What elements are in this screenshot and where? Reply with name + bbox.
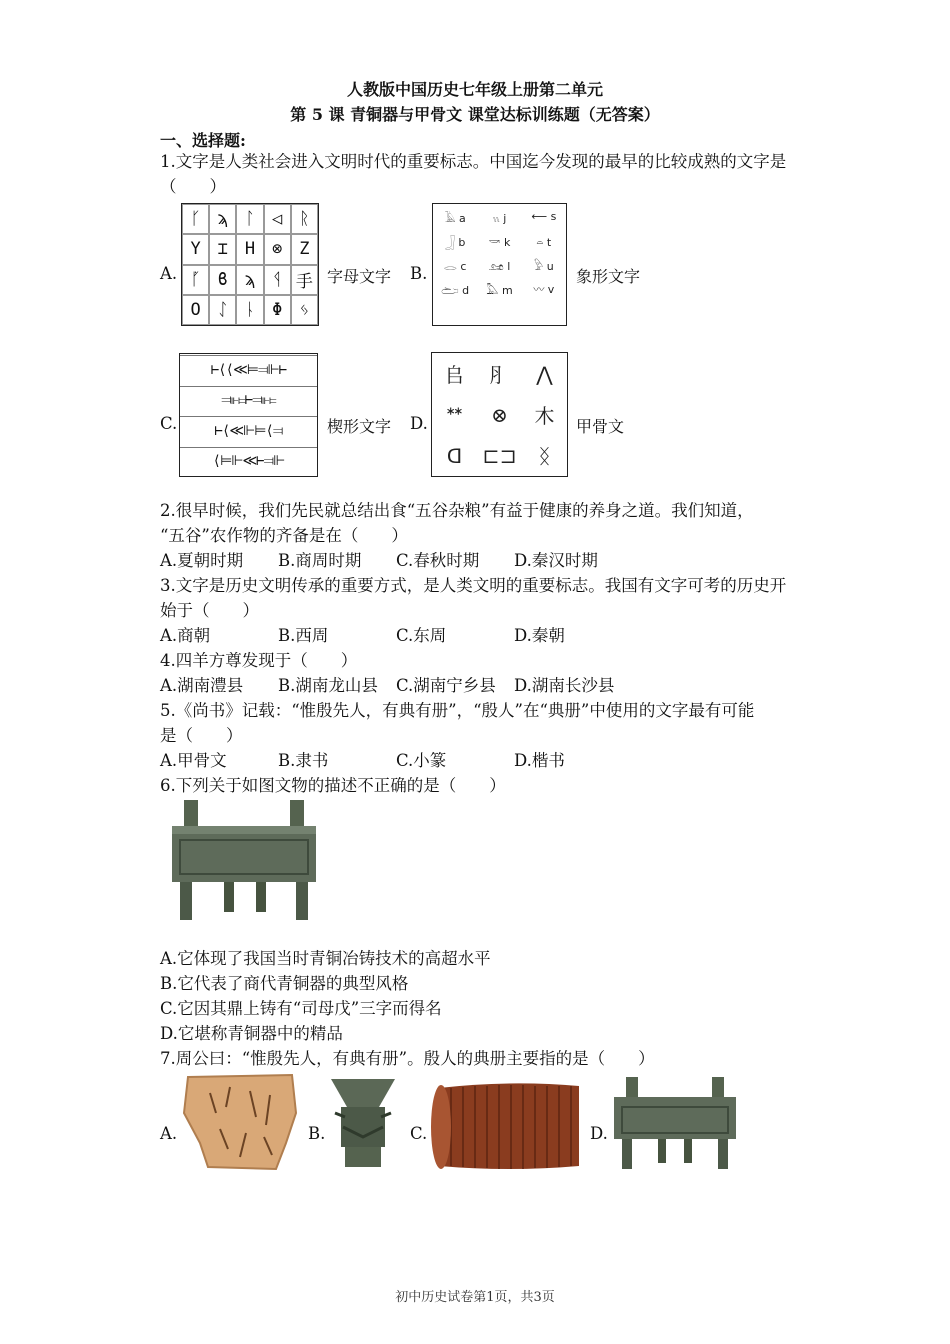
- q1-option-b-letter: B.: [410, 264, 428, 283]
- q3-option-a: A.商朝: [160, 626, 211, 645]
- q3-stem-line1: 3.文字是历史文明传承的重要方式，是人类文明的重要标志。我国有文字可考的历史开: [160, 576, 787, 595]
- q2-option-a: A.夏朝时期: [160, 551, 244, 570]
- q7-option-a-letter: A.: [160, 1124, 178, 1143]
- title-line-2: 第 5 课 青铜器与甲骨文 课堂达标训练题（无答案）: [290, 105, 660, 124]
- q5-stem-line1: 5.《尚书》记载：“惟殷先人，有典有册”，“殷人”在“典册”中使用的文字最有可能: [160, 701, 755, 720]
- q5-option-c: C.小篆: [396, 751, 447, 770]
- bamboo-slips-image: [429, 1080, 581, 1172]
- oracle-bone-image: [180, 1073, 300, 1171]
- bronze-ding-image: [166, 800, 322, 924]
- q1-option-a-label: 字母文字: [327, 267, 392, 286]
- q6-option-d: D.它堪称青铜器中的精品: [160, 1024, 343, 1043]
- q4-option-b: B.湖南龙山县: [278, 676, 378, 695]
- section-heading: 一、选择题:: [160, 131, 246, 150]
- simuwu-ding-image: [610, 1077, 740, 1169]
- title-line-1: 人教版中国历史七年级上册第二单元: [346, 80, 603, 99]
- q7-stem: 7.周公曰：“惟殷先人，有典有册”。殷人的典册主要指的是（ ）: [160, 1049, 655, 1068]
- page-footer: 初中历史试卷第1页，共3页: [395, 1290, 555, 1305]
- q5-stem-line2: 是（ ）: [160, 726, 243, 745]
- q3-option-b: B.西周: [278, 626, 329, 645]
- alphabet-script-image: ᚴ ϡ ᛚ ◁ ᚱ Y ⌶ H ⊗ Z ᚵ ϐ ϡ ᛩ 手 O ᛇ ᚿ Φ ᛃ: [181, 203, 319, 326]
- q3-option-d: D.秦朝: [514, 626, 565, 645]
- q6-option-b: B.它代表了商代青铜器的典型风格: [160, 974, 409, 993]
- q2-stem-line2: “五谷”农作物的齐备是在（ ）: [160, 526, 408, 545]
- q2-stem-line1: 2.很早时候，我们先民就总结出食“五谷杂粮”有益于健康的养身之道。我们知道，: [160, 501, 754, 520]
- q1-stem-line1: 1.文字是人类社会进入文明时代的重要标志。中国迄今发现的最早的比较成熟的文字是: [160, 152, 787, 171]
- q7-option-d-letter: D.: [590, 1124, 608, 1143]
- q5-option-b: B.隶书: [278, 751, 329, 770]
- q5-option-a: A.甲骨文: [160, 751, 227, 770]
- q4-option-d: D.湖南长沙县: [514, 676, 615, 695]
- cuneiform-script-image: ⊢⟨⟨≪⊨⫤⊩⊢ ⫤⊩⊨⊢⫤⊩⊨ ⊢⟨≪⊩⊨⟨⫤ ⟨⊨⊩≪⊢⫤⊩: [179, 353, 318, 477]
- q6-option-a: A.它体现了我国当时青铜冶铸技术的高超水平: [160, 949, 491, 968]
- q2-option-c: C.春秋时期: [396, 551, 480, 570]
- q4-option-c: C.湖南宁乡县: [396, 676, 496, 695]
- q1-option-d-letter: D.: [410, 414, 428, 433]
- q1-option-c-letter: C.: [160, 414, 178, 433]
- hieroglyph-script-image: 𓄿 a 𓏭 j ⟵ s 𓃀 b 𓎡 k 𓏏 t 𓂋 c 𓃭 l 𓅱 u 𓂧 d 𓅓 m 〰 v: [432, 203, 567, 326]
- q1-option-c-label: 楔形文字: [327, 417, 392, 436]
- q3-stem-line2: 始于（ ）: [160, 601, 259, 620]
- q7-option-c-letter: C.: [410, 1124, 428, 1143]
- q5-option-d: D.楷书: [514, 751, 565, 770]
- q2-option-b: B.商周时期: [278, 551, 362, 570]
- q1-option-a-letter: A.: [160, 264, 178, 283]
- q6-option-c: C.它因其鼎上铸有“司母戊”三字而得名: [160, 999, 442, 1018]
- q2-option-d: D.秦汉时期: [514, 551, 598, 570]
- q7-option-b-letter: B.: [308, 1124, 326, 1143]
- oracle-bone-script-image: 𠂤 ⺼ ⋀ ᕯ ⊗ 木 ᗡ ⊏⊐ ᛝ: [431, 352, 568, 477]
- q4-option-a: A.湖南澧县: [160, 676, 244, 695]
- q1-option-d-label: 甲骨文: [576, 417, 625, 436]
- four-ram-zun-image: [325, 1077, 401, 1169]
- q3-option-c: C.东周: [396, 626, 447, 645]
- q4-stem: 4.四羊方尊发现于（ ）: [160, 651, 358, 670]
- q6-stem: 6.下列关于如图文物的描述不正确的是（ ）: [160, 776, 506, 795]
- q1-stem-line2: （ ）: [160, 177, 226, 196]
- q1-option-b-label: 象形文字: [576, 267, 641, 286]
